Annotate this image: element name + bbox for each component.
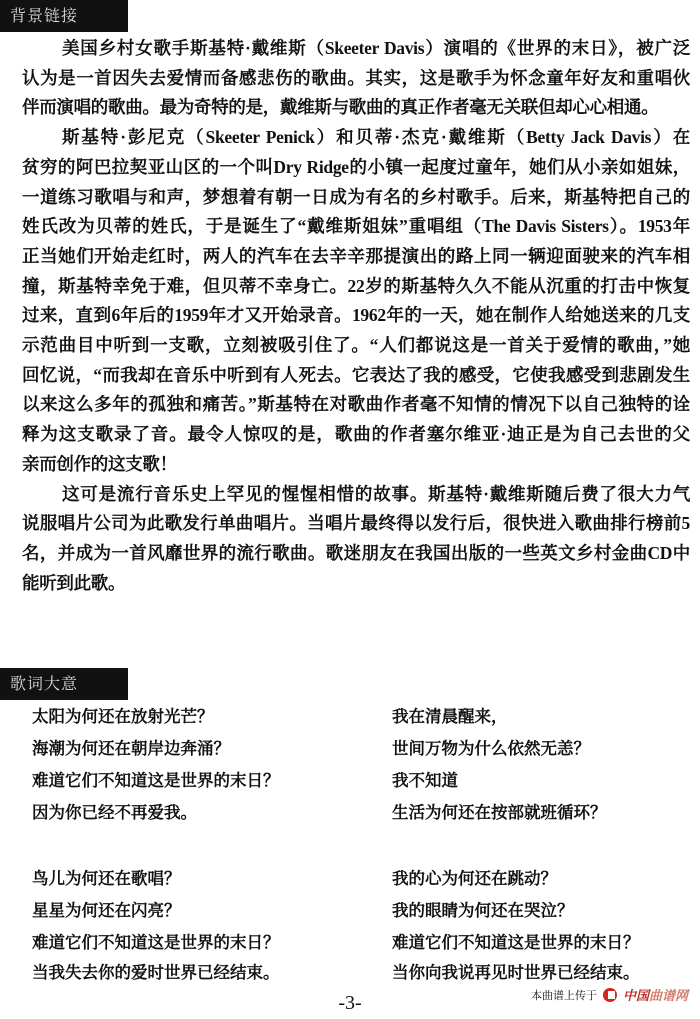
footer-prefix: 本曲谱上传于 (530, 988, 597, 1002)
lyric-line: 我的心为何还在跳动？ (392, 869, 557, 888)
paragraph-line: 以来这么多年的孤独和痛苦。”斯基特在对歌曲作者毫不知情的情况下以自己独特的诠 (22, 394, 690, 415)
lyric-line: 难道它们不知道这是世界的末日？ (32, 771, 280, 790)
paragraph-line: 撞，斯基特幸免于难，但贝蒂不幸身亡。22岁的斯基特久久不能从沉重的打击中恢复 (22, 275, 690, 296)
lyric-line: 我在清晨醒来， (392, 707, 508, 726)
paragraph-line: 斯基特·彭尼克（Skeeter Penick）和贝蒂·杰克·戴维斯（Betty Jack Davis）在 (62, 127, 690, 148)
lyric-line: 星星为何还在闪亮？ (32, 901, 181, 920)
lyric-line: 当你向我说再见时世界已经结束。 (392, 963, 640, 982)
lyric-line: 世间万物为什么依然无恙？ (392, 739, 590, 758)
paragraph-line: 这可是流行音乐史上罕见的惺惺相惜的故事。斯基特·戴维斯随后费了很大力气 (62, 483, 690, 504)
lyric-line: 难道它们不知道这是世界的末日？ (392, 933, 640, 952)
paragraph-line: 亲而创作的这支歌！ (22, 453, 177, 474)
lyric-line: 生活为何还在按部就班循环？ (392, 803, 607, 822)
paragraph-line: 一道练习歌唱与和声，梦想着有朝一日成为有名的乡村歌手。后来，斯基特把自己的 (22, 186, 690, 207)
paragraph-line: 过来，直到6年后的1959年才又开始录音。1962年的一天，她在制作人给她送来的几支 (22, 305, 690, 326)
lyric-line: 因为你已经不再爱我。 (32, 803, 197, 822)
paragraph-line: 姓氏改为贝蒂的姓氏，于是诞生了“戴维斯姐妹”重唱组（The Davis Sisters）。1953年 (22, 216, 690, 237)
lyric-line: 我的眼睛为何还在哭泣？ (392, 901, 574, 920)
paragraph-line: 伴而演唱的歌曲。最为奇特的是，戴维斯与歌曲的真正作者毫无关联但却心心相通。 (22, 97, 659, 118)
paragraph-line: 认为是一首因失去爱情而备感悲伤的歌曲。其实，这是歌手为怀念童年好友和重唱伙 (22, 67, 690, 88)
paragraph-line: 美国乡村女歌手斯基特·戴维斯（Skeeter Davis）演唱的《世界的末日》，被广泛 (62, 38, 690, 58)
paragraph-line: 说服唱片公司为此歌发行单曲唱片。当唱片最终得以发行后，很快进入歌曲排行榜前5 (22, 513, 690, 534)
lyric-line: 海潮为何还在朝岸边奔涌？ (32, 739, 230, 758)
lyric-line: 难道它们不知道这是世界的末日？ (32, 933, 280, 952)
site-name-a: 中国 (622, 989, 649, 1004)
paragraph-line: 贫穷的阿巴拉契亚山区的一个叫Dry Ridge的小镇一起度过童年，她们从小亲如姐妹， (22, 156, 690, 177)
page-number: -3- (338, 992, 362, 1014)
paragraph-line: 示范曲目中听到一支歌，立刻被吸引住了。“人们都说这是一首关于爱情的歌曲，”她 (22, 335, 690, 355)
section-header-lyrics: 歌词大意 (0, 668, 128, 700)
section-header-background: 背景链接 (0, 0, 128, 32)
upload-footer (531, 985, 688, 1004)
paragraph-line: 能听到此歌。 (22, 572, 126, 593)
paragraph-line: 释为这支歌录了音。最令人惊叹的是，歌曲的作者塞尔维亚·迪正是为自己去世的父 (22, 424, 690, 445)
lyric-line: 当我失去你的爱时世界已经结束。 (32, 963, 280, 982)
site-logo-icon (603, 988, 617, 1002)
site-name-b: 曲谱网 (648, 989, 688, 1004)
paragraph-line: 正当她们开始走红时，两人的汽车在去辛辛那提演出的路上同一辆迎面驶来的汽车相 (22, 245, 690, 266)
lyric-line: 鸟儿为何还在歌唱？ (32, 869, 181, 888)
lyric-line: 太阳为何还在放射光芒？ (32, 707, 214, 726)
paragraph-line: 回忆说，“而我却在音乐中听到有人死去。它表达了我的感受，它使我感受到悲剧发生 (22, 364, 690, 385)
paragraph-line: 名，并成为一首风靡世界的流行歌曲。歌迷朋友在我国出版的一些英文乡村金曲CD中 (22, 542, 690, 563)
site-name (623, 985, 688, 1004)
lyric-line: 我不知道 (392, 771, 458, 790)
